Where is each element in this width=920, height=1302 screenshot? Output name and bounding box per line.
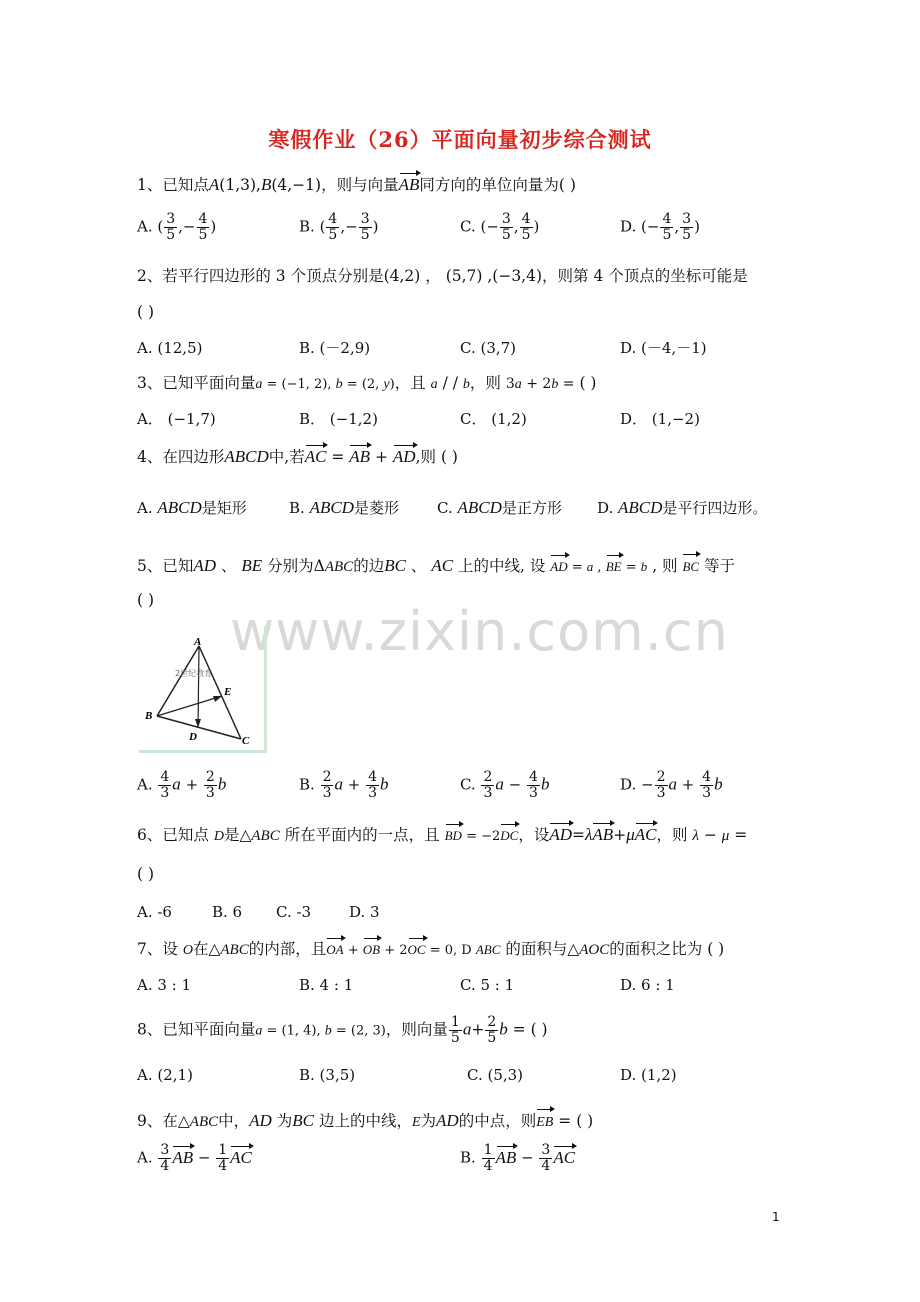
option-a[interactable]: A. (12,5) [137, 339, 203, 357]
option-a[interactable]: A． (−1,7) [137, 410, 216, 428]
question-2: 2、若平行四边形的 3 个顶点分别是(4,2) ， (5,7) ,(−3,4)，则第 4 个顶点的坐标可能是 [137, 267, 748, 285]
option-c[interactable]: C. 5 : 1 [460, 976, 515, 994]
option-d[interactable]: D. 3 [349, 903, 380, 921]
question-6-paren: ( ) [137, 865, 155, 883]
option-d[interactable]: D. 6 : 1 [620, 976, 675, 994]
option-d[interactable]: D. (－4,－1) [620, 339, 707, 357]
triangle-diagram [139, 626, 264, 750]
option-c[interactable]: C． (1,2) [460, 410, 527, 428]
option-b[interactable]: B. ( $\frac{4}{5}$ ,− $\frac{3}{5}$ ) [299, 211, 379, 243]
question-7: 7、设 O在△ABC的内部，且OA + OB + 2OC = 0, D ABC 的面积与△AOC的面积之比为 ( ) [137, 937, 810, 962]
question-9-options [137, 1143, 797, 1179]
option-a[interactable]: A. ABCD是矩形 [137, 498, 247, 517]
option-b[interactable]: B. ABCD是菱形 [289, 498, 399, 517]
option-a[interactable]: A. $\frac{3}{4}$ AB − $\frac{1}{4}$ AC [137, 1142, 252, 1174]
option-b[interactable]: B. 6 [212, 903, 243, 921]
question-1-options [137, 212, 797, 252]
option-b[interactable]: B. $\frac{2}{3}$ a + $\frac{4}{3}$ b [299, 769, 389, 801]
watermark: www.zixin.com.cn [230, 600, 729, 663]
page-number: 1 [772, 1210, 780, 1224]
label-e: E [224, 686, 232, 698]
question-6: 6、已知点 D是△ABC 所在平面内的一点，且 BD = −2DC，设AD=λAB+μAC，则 λ − μ = [137, 822, 810, 848]
option-d[interactable]: D. (1,2) [620, 1066, 677, 1084]
question-5-paren: ( ) [137, 591, 155, 609]
option-a[interactable]: A. -6 [137, 903, 172, 921]
question-9: 9、在△ABC中，AD 为BC 边上的中线，E为AD的中点，则EB = ( ) [137, 1108, 810, 1134]
option-d[interactable]: D. − $\frac{2}{3}$ a + $\frac{4}{3}$ b [620, 769, 723, 801]
option-b[interactable]: B. (－2,9) [299, 339, 371, 357]
option-c[interactable]: C. -3 [276, 903, 312, 921]
question-7-options [137, 974, 797, 998]
option-a[interactable]: A. (2,1) [137, 1066, 193, 1084]
question-2-options [137, 337, 797, 361]
label-a: A [194, 636, 202, 648]
option-c[interactable]: C. (− $\frac{3}{5}$ , $\frac{4}{5}$ ) [460, 211, 540, 243]
question-1: 1、已知点A(1,3),B(4,−1)，则与向量AB同方向的单位向量为( ) [137, 172, 810, 196]
option-c[interactable]: C. ABCD是正方形 [437, 498, 562, 517]
triangle-figure [139, 626, 267, 753]
question-4: 4、在四边形ABCD中,若AC = AB + AD,则 ( ) [137, 444, 810, 468]
question-8-options [137, 1064, 797, 1088]
option-c[interactable]: C. (5,3) [467, 1066, 524, 1084]
question-8: 8、已知平面向量a = (1, 4), b = (2, 3)，则向量 $\frac{1}{5}$ a+ $\frac{2}{5}$ b = ( ) [137, 1014, 548, 1046]
question-3-options [137, 408, 797, 432]
option-d[interactable]: D. (− $\frac{4}{5}$ , $\frac{3}{5}$ ) [620, 211, 700, 243]
figure-watermark: 2世纪教育 [175, 669, 213, 678]
question-2-paren: ( ) [137, 303, 155, 321]
option-b[interactable]: B. 4 : 1 [299, 976, 354, 994]
label-c: C [242, 735, 250, 747]
question-5: 5、已知AD 、 BE 分别为ΔABC的边BC 、 AC 上的中线, 设 AD = a , BE = b , 则 BC 等于 [137, 553, 810, 579]
page-title: 寒假作业（26）平面向量初步综合测试 [268, 127, 652, 152]
option-c[interactable]: C. (3,7) [460, 339, 517, 357]
label-b: B [145, 710, 153, 722]
option-a[interactable]: A. ( $\frac{3}{5}$ ,− $\frac{4}{5}$ ) [137, 211, 217, 243]
option-b[interactable]: B. (3,5) [299, 1066, 356, 1084]
option-d[interactable]: D. ABCD是平行四边形。 [597, 498, 768, 517]
option-c[interactable]: C. $\frac{2}{3}$ a − $\frac{4}{3}$ b [460, 769, 550, 801]
option-b[interactable]: B. $\frac{1}{4}$ AB − $\frac{3}{4}$ AC [460, 1142, 576, 1174]
label-d: D [189, 731, 197, 743]
option-a[interactable]: A. 3 : 1 [137, 976, 192, 994]
question-3: 3、已知平面向量a = (−1, 2), b = (2, y)，且 a / / b，则 3a + 2b = ( ) [137, 374, 597, 392]
option-b[interactable]: B． (−1,2) [299, 410, 378, 428]
question-5-options [137, 770, 797, 806]
question-6-options [137, 901, 797, 925]
question-4-options [137, 497, 797, 521]
option-d[interactable]: D． (1,−2) [620, 410, 700, 428]
option-a[interactable]: A. $\frac{4}{3}$ a + $\frac{2}{3}$ b [137, 769, 227, 801]
